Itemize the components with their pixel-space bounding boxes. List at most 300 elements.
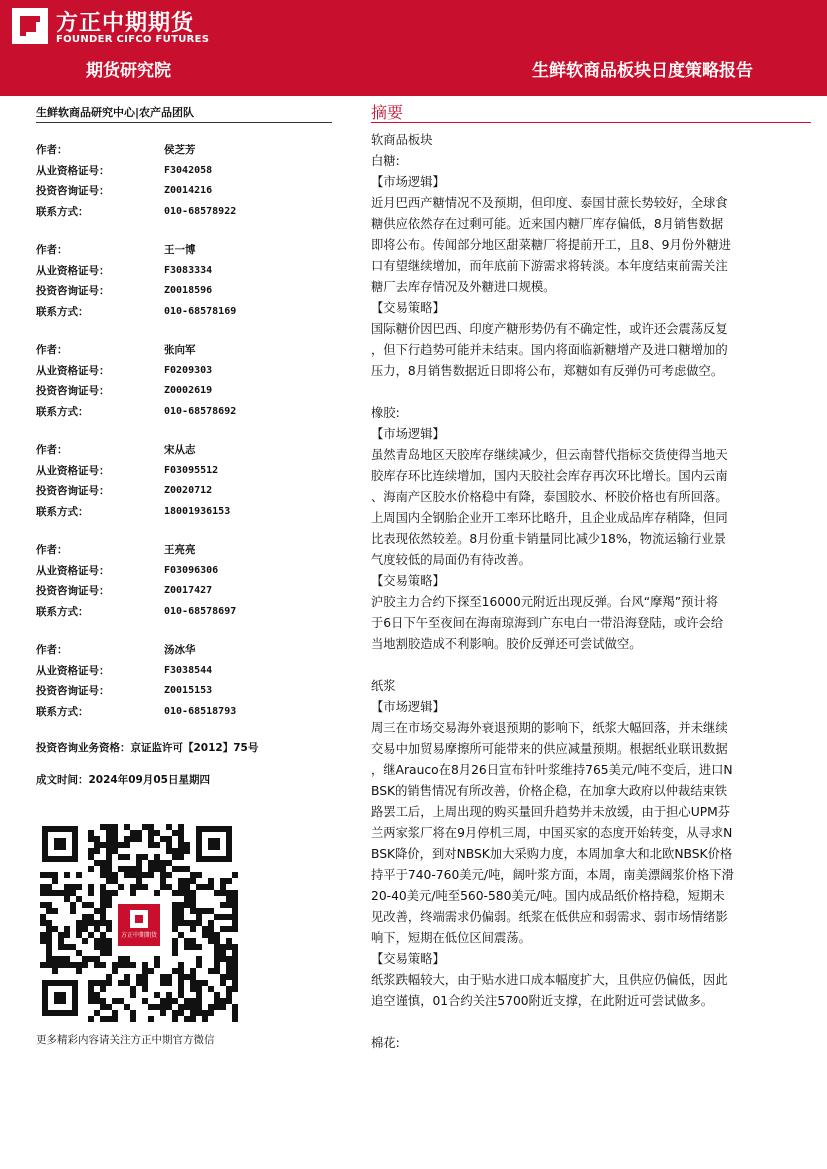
qr-module [196, 998, 202, 1004]
qr-module [136, 872, 142, 878]
author-row [36, 381, 336, 402]
summary-line: ，但下行趋势可能并未结束。国内将面临新糖增产及进口糖增加的 [371, 343, 728, 357]
author-field-label: 投资咨询证号： [36, 385, 110, 397]
author-field-value: 010-68578692 [164, 405, 237, 417]
qr-module [142, 884, 148, 890]
qr-module [130, 872, 136, 878]
qr-module [118, 980, 124, 986]
author-field-label: 联系方式： [36, 405, 89, 418]
qr-module [100, 824, 106, 830]
qr-module [88, 836, 94, 842]
qr-module [46, 950, 52, 956]
qr-module [232, 908, 238, 914]
author-field-label: 作者： [36, 344, 68, 356]
qr-module [190, 974, 196, 980]
qr-module [76, 896, 82, 902]
qr-module [46, 938, 52, 944]
qr-module [178, 968, 184, 974]
qr-module [214, 992, 220, 998]
qr-module [160, 998, 166, 1004]
author-field-value: Z0020712 [164, 485, 213, 496]
qr-module [46, 932, 52, 938]
qr-module [232, 890, 238, 896]
qr-module [106, 824, 112, 830]
qr-module [40, 914, 46, 920]
qr-module [142, 980, 148, 986]
qr-module [214, 962, 220, 968]
qr-module [220, 1004, 226, 1010]
qr-module [100, 920, 106, 926]
qr-module [190, 920, 196, 926]
qr-module [220, 890, 226, 896]
qr-module [166, 974, 172, 980]
qr-module [190, 986, 196, 992]
qr-module [196, 872, 202, 878]
qr-module [88, 884, 94, 890]
qr-module [232, 920, 238, 926]
qr-module [220, 884, 226, 890]
summary-line: 响下，短期在低位区间震荡。 [371, 931, 531, 945]
qr-module [40, 920, 46, 926]
qr-module [88, 992, 94, 998]
summary-line: 白糖: [371, 154, 400, 168]
qr-finder-top-left [42, 826, 78, 862]
summary-line: 兰两家浆厂将在9月停机三周，中国买家的态度开始转变，从寻求N [371, 826, 733, 840]
qr-module [172, 902, 178, 908]
qr-module [190, 890, 196, 896]
qr-module [226, 956, 232, 962]
qr-module [112, 1010, 118, 1016]
qr-module [124, 842, 130, 848]
qr-module [220, 974, 226, 980]
qr-module [112, 836, 118, 842]
summary-line: 沪胶主力合约下探至16000元附近出现反弹。台风“摩羯”预计将 [371, 595, 718, 609]
qr-module [202, 908, 208, 914]
qr-module [100, 914, 106, 920]
qr-module [64, 884, 70, 890]
qr-module [64, 962, 70, 968]
author-field-label: 从业资格证号： [36, 164, 110, 177]
qr-module [208, 908, 214, 914]
qr-module [112, 824, 118, 830]
qr-module [46, 944, 52, 950]
qr-module [106, 944, 112, 950]
author-field-label: 作者： [36, 544, 68, 556]
qr-module [82, 914, 88, 920]
qr-finder-bottom-left [42, 980, 78, 1016]
qr-module [106, 854, 112, 860]
author-field-value: Z0014216 [164, 185, 213, 196]
qr-module [100, 998, 106, 1004]
qr-module [178, 980, 184, 986]
qr-module [88, 956, 94, 962]
author-block [36, 240, 336, 322]
qr-module [94, 920, 100, 926]
qr-module [232, 1004, 238, 1010]
author-field-label: 投资咨询证号： [36, 585, 110, 597]
qr-module [46, 956, 52, 962]
qr-module [106, 1016, 112, 1022]
qr-module [172, 968, 178, 974]
qr-module [118, 962, 124, 968]
qr-module [112, 890, 118, 896]
author-name: 宋从志 [164, 444, 196, 456]
qr-module [70, 962, 76, 968]
qr-module [184, 848, 190, 854]
qr-module [142, 854, 148, 860]
author-name: 王亮亮 [164, 544, 196, 556]
qr-module [136, 866, 142, 872]
qr-module [208, 932, 214, 938]
qr-module [94, 848, 100, 854]
summary-line: 见改善，终端需求仍偏弱。纸浆在低供应和弱需求、弱市场情绪影 [371, 910, 728, 924]
author-row [36, 140, 336, 161]
qr-module [52, 962, 58, 968]
qr-module [172, 914, 178, 920]
qr-module [214, 998, 220, 1004]
summary-line: ，继Arauco在8月26日宣布针叶浆维持765美元/吨不变后，进口N [371, 763, 733, 777]
qr-module [154, 890, 160, 896]
qr-module [226, 974, 232, 980]
qr-module [100, 944, 106, 950]
qr-module [130, 866, 136, 872]
qr-module [88, 998, 94, 1004]
qr-module [46, 884, 52, 890]
qr-caption: 更多精彩内容请关注方正中期官方微信 [36, 1034, 215, 1046]
qr-module [94, 1010, 100, 1016]
qr-module [208, 938, 214, 944]
left-divider [36, 122, 332, 123]
author-field-label: 联系方式： [36, 505, 89, 518]
qr-module [112, 848, 118, 854]
qr-module [214, 950, 220, 956]
qr-module [184, 866, 190, 872]
qr-module [226, 992, 232, 998]
qr-module [220, 944, 226, 950]
qr-module [148, 1016, 154, 1022]
author-field-label: 作者： [36, 444, 68, 456]
qr-module [76, 926, 82, 932]
qr-module [148, 824, 154, 830]
summary-line: BSK的销售情况有所改善，价格企稳，在加拿大政府以仲裁结束铁 [371, 784, 728, 798]
summary-line: 追空谨慎，01合约关注5700附近支撑，在此附近可尝试做多。 [371, 994, 714, 1008]
qr-module [136, 980, 142, 986]
qr-module [136, 884, 142, 890]
summary-line: 、海南产区胶水价格稳中有降，泰国胶水、杯胶价格也有所回落。 [371, 490, 728, 504]
qr-module [112, 968, 118, 974]
qr-module [178, 824, 184, 830]
qr-module [166, 1004, 172, 1010]
qr-module [208, 926, 214, 932]
qr-module [136, 878, 142, 884]
qr-module [76, 950, 82, 956]
qr-module [106, 872, 112, 878]
qr-center-logo [116, 902, 162, 948]
author-row [36, 340, 336, 361]
author-field-value: 010-68578922 [164, 205, 237, 217]
author-row [36, 561, 336, 582]
summary-divider [371, 122, 811, 123]
qr-module [178, 884, 184, 890]
qr-module [148, 866, 154, 872]
qr-module [184, 890, 190, 896]
qr-module [136, 830, 142, 836]
summary-line: 近月巴西产糖情况不及预期，但印度、泰国甘蔗长势较好，全球食 [371, 196, 728, 210]
qr-module [190, 872, 196, 878]
author-field-label: 投资咨询证号： [36, 285, 110, 297]
qr-module [94, 908, 100, 914]
qr-module [88, 980, 94, 986]
author-row [36, 161, 336, 182]
author-block [36, 640, 336, 722]
qr-module [58, 962, 64, 968]
qr-module [106, 980, 112, 986]
qr-module [196, 884, 202, 890]
qr-module [94, 962, 100, 968]
author-field-value: F0209303 [164, 364, 213, 376]
qr-module [196, 914, 202, 920]
author-row [36, 440, 336, 461]
qr-module [160, 878, 166, 884]
qr-module [172, 926, 178, 932]
qr-module [154, 956, 160, 962]
qr-module [226, 890, 232, 896]
qr-module [232, 956, 238, 962]
qr-module [232, 950, 238, 956]
qr-module [64, 944, 70, 950]
qr-module [154, 854, 160, 860]
qr-module [196, 956, 202, 962]
qr-module [190, 1004, 196, 1010]
qr-module [166, 980, 172, 986]
qr-module [112, 830, 118, 836]
qr-module [166, 860, 172, 866]
qr-module [70, 884, 76, 890]
department-label: 期货研究院 [86, 61, 171, 81]
summary-line: 纸浆 [371, 679, 396, 693]
qr-module [178, 902, 184, 908]
author-field-value: 010-68578169 [164, 305, 237, 317]
qr-module [112, 1016, 118, 1022]
summary-line: 气度较低的局面仍有待改善。 [371, 553, 531, 567]
qr-module [100, 866, 106, 872]
qr-module [124, 956, 130, 962]
qr-module [166, 824, 172, 830]
qr-module [154, 842, 160, 848]
author-row [36, 540, 336, 561]
qr-module [172, 908, 178, 914]
qr-module [100, 962, 106, 968]
author-field-value: Z0002619 [164, 385, 213, 396]
qr-module [94, 980, 100, 986]
qr-module [214, 938, 220, 944]
qr-module [118, 866, 124, 872]
qr-module [154, 962, 160, 968]
author-field-value: F03095512 [164, 464, 219, 476]
author-field-label: 作者： [36, 644, 68, 656]
qr-module [226, 896, 232, 902]
qr-module [40, 932, 46, 938]
qr-module [40, 962, 46, 968]
qr-module [142, 986, 148, 992]
qr-module [232, 962, 238, 968]
qr-module [40, 938, 46, 944]
qr-module [112, 962, 118, 968]
author-row [36, 402, 336, 423]
qr-module [178, 830, 184, 836]
qr-module [184, 896, 190, 902]
qr-module [88, 1016, 94, 1022]
qr-module [112, 872, 118, 878]
qr-module [148, 860, 154, 866]
qr-module [46, 920, 52, 926]
qr-module [178, 986, 184, 992]
qr-module [232, 986, 238, 992]
author-row [36, 461, 336, 482]
summary-line: 胶库存环比连续增加，国内天胶社会库存再次环比增长。国内云南 [371, 469, 728, 483]
qr-module [106, 860, 112, 866]
qr-module [100, 980, 106, 986]
qr-module [100, 938, 106, 944]
qr-module [40, 902, 46, 908]
qr-module [214, 1004, 220, 1010]
qr-module [178, 974, 184, 980]
author-name: 侯芝芳 [164, 144, 196, 156]
author-row [36, 661, 336, 682]
qr-module [88, 920, 94, 926]
qr-module [154, 992, 160, 998]
author-row [36, 281, 336, 302]
qr-module [52, 872, 58, 878]
qr-module [178, 836, 184, 842]
qr-module [214, 890, 220, 896]
qr-module [130, 836, 136, 842]
qr-module [160, 872, 166, 878]
author-row [36, 581, 336, 602]
qr-module [202, 932, 208, 938]
qr-module [226, 986, 232, 992]
qr-module [58, 956, 64, 962]
qr-module [88, 830, 94, 836]
qr-module [178, 932, 184, 938]
report-title: 生鲜软商品板块日度策略报告 [532, 61, 753, 81]
qr-module [112, 998, 118, 1004]
qr-module [154, 860, 160, 866]
qr-module [46, 962, 52, 968]
author-field-value: F03096306 [164, 564, 219, 576]
author-row [36, 302, 336, 323]
qr-module [106, 896, 112, 902]
qr-module [226, 998, 232, 1004]
author-row [36, 502, 336, 523]
qr-module [178, 1010, 184, 1016]
qr-module [100, 1016, 106, 1022]
qr-module [178, 920, 184, 926]
qr-module [208, 1004, 214, 1010]
header-banner [0, 0, 827, 96]
qr-module [70, 908, 76, 914]
summary-line: 即将公布。传闻部分地区甜菜糖厂将提前开工，且8、9月份外糖进 [371, 238, 731, 252]
qr-module [184, 878, 190, 884]
summary-line: 【市场逻辑】 [371, 700, 445, 714]
qr-module [112, 878, 118, 884]
qr-module [148, 1004, 154, 1010]
qr-module [94, 956, 100, 962]
qr-module [106, 866, 112, 872]
qr-module [196, 980, 202, 986]
qr-module [148, 836, 154, 842]
author-row [36, 361, 336, 382]
author-name: 王一博 [164, 244, 196, 256]
qr-module [142, 974, 148, 980]
summary-body [371, 130, 801, 1054]
qr-module [202, 980, 208, 986]
qr-module [88, 902, 94, 908]
author-row [36, 181, 336, 202]
qr-module [190, 1016, 196, 1022]
qr-module [106, 920, 112, 926]
qr-module [208, 878, 214, 884]
qr-module [94, 992, 100, 998]
qr-module [190, 1010, 196, 1016]
qr-module [220, 902, 226, 908]
qr-module [184, 884, 190, 890]
author-name: 汤冰华 [164, 644, 196, 656]
qr-module [124, 824, 130, 830]
qr-module [160, 884, 166, 890]
qr-module [196, 986, 202, 992]
qr-module [94, 998, 100, 1004]
author-block [36, 340, 336, 422]
qr-module [136, 974, 142, 980]
author-field-value: 010-68518793 [164, 705, 237, 717]
qr-module [106, 890, 112, 896]
qr-module [166, 998, 172, 1004]
qr-module [178, 962, 184, 968]
qr-module [202, 1010, 208, 1016]
qr-module [76, 932, 82, 938]
summary-line: 路罢工后，上周出现的购买量回升趋势并未放缓，由于担心UPM芬 [371, 805, 731, 819]
author-block [36, 140, 336, 222]
author-row [36, 481, 336, 502]
qr-module [184, 974, 190, 980]
summary-line: 糖供应依然存在过剩可能。近来国内糖厂库存偏低，8月销售数据 [371, 217, 724, 231]
qr-module [184, 902, 190, 908]
qr-module [94, 944, 100, 950]
summary-line: 交易中加贸易摩擦所可能带来的供应减量预期。根据纸业联讯数据 [371, 742, 728, 756]
qr-module [124, 1004, 130, 1010]
qr-module [46, 926, 52, 932]
qr-module [160, 1004, 166, 1010]
qr-module [220, 950, 226, 956]
qr-module [40, 884, 46, 890]
qr-module [148, 842, 154, 848]
qr-module [130, 830, 136, 836]
qr-module [190, 896, 196, 902]
qr-module [124, 866, 130, 872]
qr-module [100, 860, 106, 866]
qr-module [82, 956, 88, 962]
author-field-label: 联系方式： [36, 305, 89, 318]
author-row [36, 602, 336, 623]
qr-module [232, 914, 238, 920]
qr-module [196, 1010, 202, 1016]
qr-module [76, 962, 82, 968]
qr-module [100, 890, 106, 896]
author-field-value: Z0018596 [164, 285, 213, 296]
qr-module [106, 926, 112, 932]
qr-module [196, 944, 202, 950]
